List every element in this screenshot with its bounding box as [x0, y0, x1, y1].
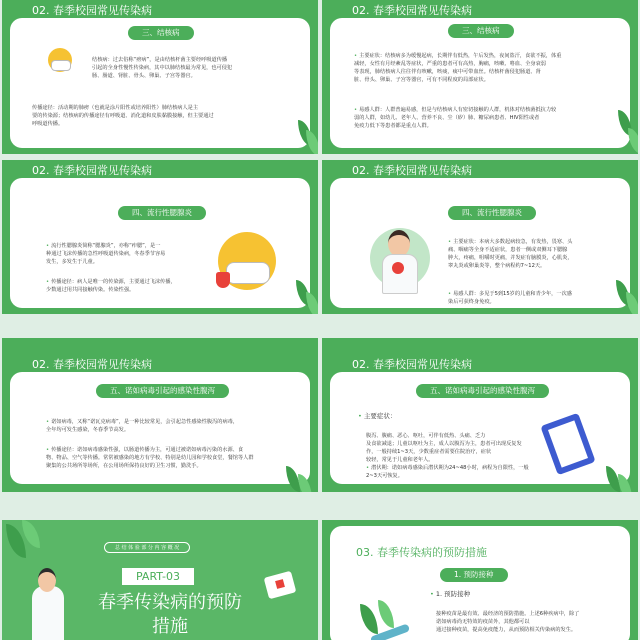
definition-text: [46, 234, 206, 266]
vaccination-paragraph: 接种疫苗是最有效、最经济的预防措施。上述6种疾病中，除了 诺如病毒尚无特效的疫苗外，其他都可以 通过接种疫苗，提高免疫能力，从而预防相关传染病的发生。: [436, 611, 580, 633]
section-pill: 四、流行性腮腺炎: [118, 206, 206, 220]
slide-title: 02. 春季校园常见传染病: [32, 4, 152, 17]
shield-icon: [216, 272, 230, 288]
slide-title: 02. 春季校园常见传染病: [352, 358, 472, 371]
symptoms-heading-label: 主要症状：: [363, 412, 397, 420]
incubation-text: [366, 456, 536, 480]
nurse-head-icon: [388, 230, 410, 257]
slide-prevention-1[interactable]: [322, 520, 638, 640]
slide-card: [10, 178, 310, 308]
slide-mumps-2[interactable]: [322, 160, 638, 314]
slide-title: 02. 春季校园常见传染病: [352, 4, 472, 17]
slide-mumps-1[interactable]: [2, 160, 318, 314]
doctor-head-icon: [38, 568, 56, 592]
susceptible-text: [448, 282, 624, 306]
heart-icon: [392, 262, 404, 274]
symptoms-text: [448, 230, 624, 270]
transmission-text: [46, 438, 296, 470]
slide-card: [330, 372, 630, 484]
leaf-decoration: [626, 292, 638, 314]
section-pill: 四、流行性腮腺炎: [448, 206, 536, 220]
plant-leaf-icon: [360, 604, 378, 634]
symptoms-paragraph: 主要症状：结核病多为缓慢起病，长期伴有低热，午后发热，夜间盗汗，食欲不振，体重 减轻，女性有月经紊乱等症状，严重的患者可有高热，胸痛，咳嗽、咯血、全身衰弱 等表现，肺结核病人往往伴有咳嗽，咳痰，痰中可带血丝。结核杆菌侵犯肠道、肾 脏、骨头、卵巢、子宫等器官，可有不同程度的局部症状。: [354, 53, 562, 83]
part-label: PART-03: [122, 568, 194, 585]
definition-paragraph: 结核病：过去俗称“痨病”，是由结核杆菌主要经呼吸道传播 引起的全身性慢性传染病，其中以肺结核最为常见，也可侵犯 肠、肠道、肾脏、骨头、卵巢、子宫等器官。: [92, 57, 233, 79]
definition-text: [92, 48, 302, 80]
section-pill: 三、结核病: [448, 24, 514, 38]
vaccination-heading-label: 1. 预防接种: [435, 590, 471, 598]
slide-card: [330, 526, 630, 640]
section-title-line1: 春季传染病的预防: [98, 592, 242, 613]
definition-paragraph: 诺如病毒，又称“诺瓦克病毒”，是一种比较常见，会引起急性感染性腹泻的病毒， 全年均可发生感染，冬春季节高发。: [46, 419, 239, 433]
transmission-paragraph: 传播途径：活动期的肺痨（也就是涂片阳性或培养阳性）肺结核病人是主 要的传染源；结核病的传播途径有呼吸道、消化道和皮肤黏膜接触，但主要通过 呼吸道传播。: [32, 105, 214, 127]
slide-title: 02. 春季校园常见传染病: [32, 358, 152, 371]
leaf-decoration: [618, 474, 632, 492]
section-pill: 1. 预防接种: [440, 568, 508, 582]
slide-norovirus-1[interactable]: [2, 338, 318, 492]
definition-text: [46, 410, 296, 434]
slide-title: 02. 春季校园常见传染病: [32, 164, 152, 177]
susceptible-text: [354, 98, 616, 130]
symptoms-text: [354, 44, 616, 84]
section-pill: 五、诺如病毒引起的感染性腹泻: [416, 384, 549, 398]
slide-card: [330, 18, 630, 148]
susceptible-paragraph: 易感人群：多见于5到15岁的儿童和青少年，一次感 染后可获终身免疫。: [448, 291, 572, 305]
nurse-body-icon: [382, 254, 418, 294]
susceptible-paragraph: 易感人群：人群普遍易感，但是与结核病人有密切接触的人群，机体对结核菌抵抗力较 弱的人群，如幼儿、老年人、营养不良、尘（矽）肺、糖尿病患者、HIV阳性或者 免疫力低下等患者都是重点人群。: [354, 107, 557, 129]
mask-icon: [51, 60, 71, 71]
leaf-decoration: [306, 130, 318, 154]
leaf-decoration: [628, 128, 638, 154]
slide-tuberculosis-2[interactable]: [322, 0, 638, 154]
section-title-line2: 措施: [152, 616, 188, 637]
subtitle-banner: 总 结 体 验 部 分 内 容 概 况: [104, 542, 190, 553]
plant-leaf-icon: [378, 600, 394, 628]
slide-part-03-cover[interactable]: [2, 520, 318, 640]
leaf-decoration: [22, 520, 40, 548]
doctor-icon: [32, 586, 64, 640]
section-pill: 五、诺如病毒引起的感染性腹泻: [96, 384, 229, 398]
vaccination-heading: [430, 590, 470, 598]
section-pill: 三、结核病: [128, 26, 194, 40]
symptoms-paragraph: 腹泻、腹痛、恶心、呕吐，可伴有低热、头痛、乏力 及食欲减退；儿童以呕吐为主，成人以腹泻为主，患者可出现反复发 作，一般持续1~3天，少数重症者需要住院治疗，症状 较轻，常见于儿童和老年人。: [366, 433, 522, 463]
transmission-paragraph: 传播途径：诺如病毒感染性强，以肠道传播为主，可通过被诺如病毒污染的水源、食 物、物品、空气等传播。常常被感染的地方有学校、特别是幼儿园和学校食堂，餐馆等人群 聚集的公共场所等场所，在公用场所保持良好的卫生习惯，勤洗手。: [46, 447, 254, 469]
slide-norovirus-2[interactable]: [322, 338, 638, 492]
slide-card: [10, 18, 310, 148]
symptoms-heading: [358, 412, 396, 420]
transmission-paragraph: 传播途径：病人是唯一的传染源，主要通过飞沫传播， 少数通过用共同接触传染。传染性强。: [46, 279, 176, 293]
leaf-decoration: [306, 292, 318, 314]
slide-title: 03. 春季传染病的预防措施: [356, 546, 487, 559]
symptoms-paragraph: 主要症状：本病大多数起病较急，有发热，畏寒、头 痛、咽痛等全身不适症状，患者一侧或双侧耳下腮腺 肿大，疼痛，咀嚼时更痛，并发症有脑膜炎，心肌炎， 睾丸炎或卵巢炎等，整个病程约7~12天。: [448, 239, 573, 269]
slide-title: 02. 春季校园常见传染病: [352, 164, 472, 177]
slide-card: [10, 372, 310, 484]
incubation-paragraph: 潜伏期：诺如病毒感染后潜伏期为24~48小时，病程为自限性，一般 2~3天可恢复。: [366, 465, 529, 479]
vaccination-text: [436, 602, 624, 634]
leaf-decoration: [298, 474, 312, 492]
definition-paragraph: 流行性腮腺炎简称“腮腺炎”，亦称“痄腮”，是一 种通过飞沫传播的急性呼吸道传染病，冬春季节容易 发生，多发生于儿童。: [46, 243, 166, 265]
transmission-text: [32, 96, 302, 128]
slide-card: [330, 178, 630, 308]
mask-icon: [226, 262, 270, 284]
slide-tuberculosis-1[interactable]: [2, 0, 318, 154]
transmission-text: [46, 270, 206, 294]
